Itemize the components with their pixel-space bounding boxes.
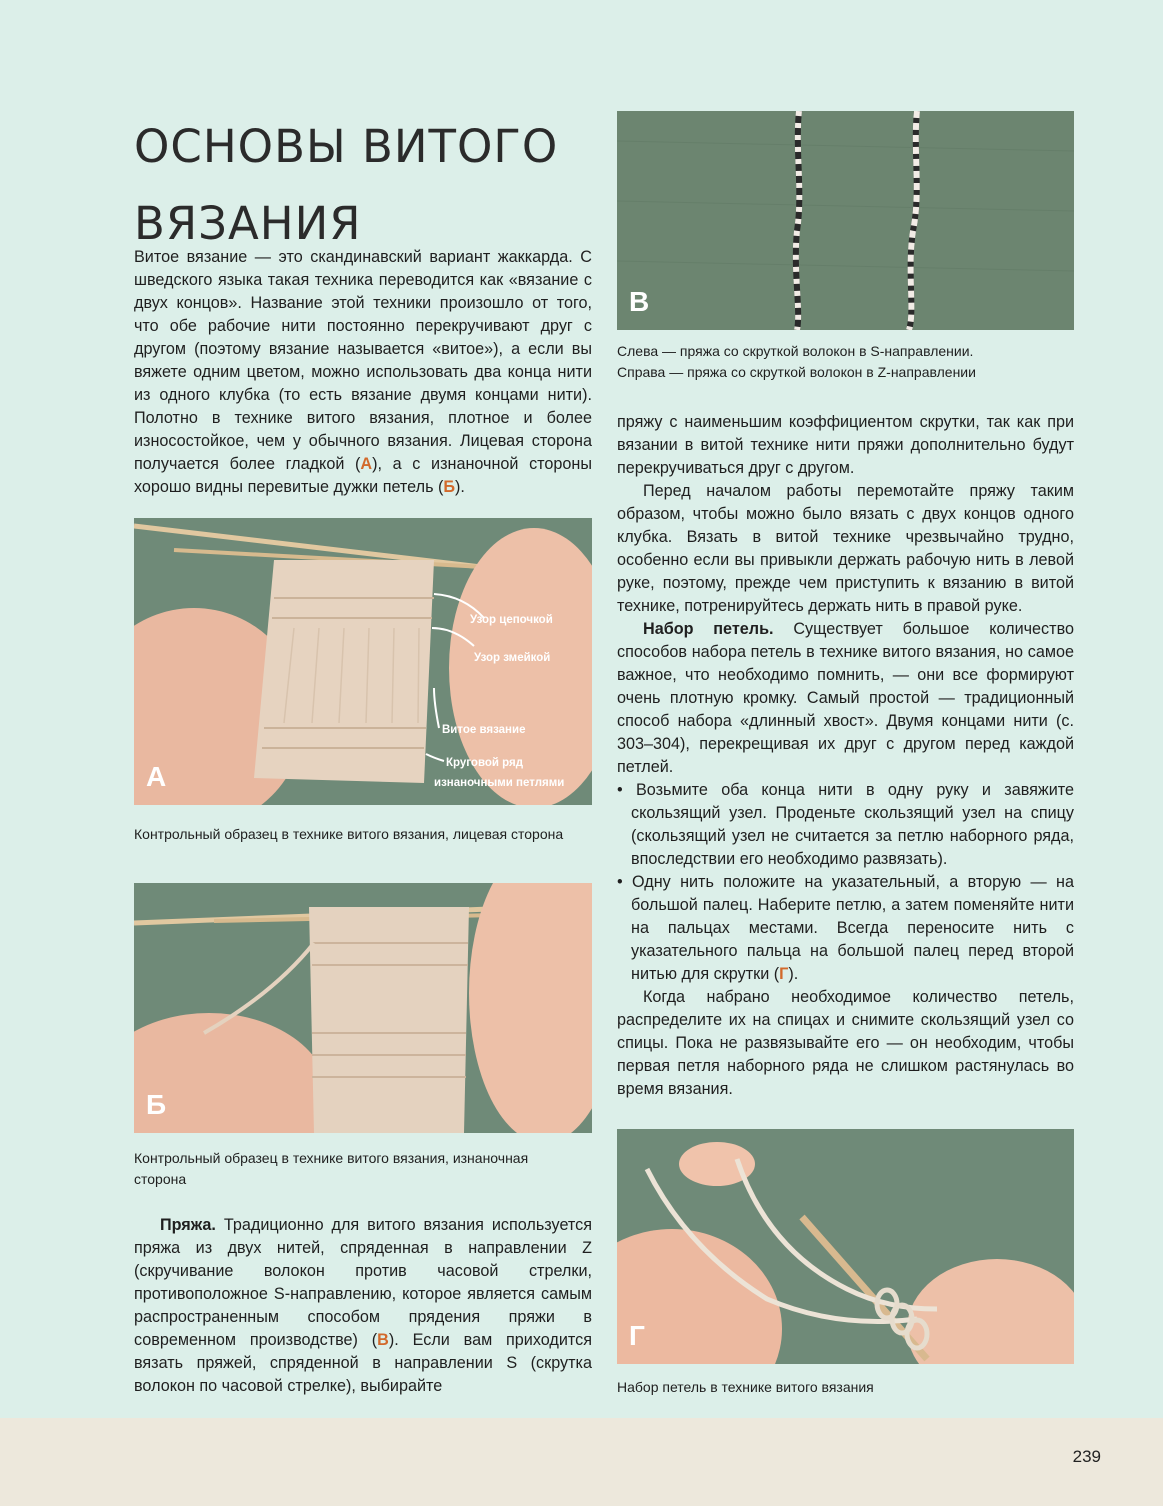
right-paragraph-last: Когда набрано необходимое количество петель, распределите их на спицах и снимите скользящий узел со спицы. Пока не развязывайте его — он необходим, чтобы первая петля наборного ряда не слишком растянулась во время вязания. [617, 988, 1074, 1098]
photo-b-letter: Б [146, 1089, 167, 1120]
ref-g: Г [779, 965, 789, 983]
photo-v-caption-line-2: Справа — пряжа со скруткой волокон в Z-направлении [617, 364, 976, 380]
page-number: 239 [1072, 1447, 1101, 1466]
page-title [134, 108, 574, 262]
right-column-text [617, 411, 1074, 1101]
label-purl-stitches: изнаночными петлями [434, 777, 565, 789]
cast-on-paragraph: Набор петель. Существует большое количество способов набора петель в технике витого вязания, но самое важное, что необходимо помнить, — они все формируют очень плотную кромку. Самый простой — традиционный способ набора «длинный хвост». Двумя концами нити (с. 303–304), перекрещивая их друг с другом перед каждой петлей. [617, 620, 1074, 776]
photo-b-caption: Контрольный образец в технике витого вязания, изнаночная сторона [134, 1150, 529, 1187]
ref-b: Б [443, 478, 456, 496]
title-line-2: ВЯЗАНИЯ [134, 197, 362, 250]
yarn-paragraph: Пряжа. Традиционно для витого вязания используется пряжа из двух нитей, спряденная в направлении Z (скручивание волокон против часовой стрелки, противоположное S-направлению, которое является самым распространенным способом прядения пряжи в современном производстве) (В). Если вам приходится вязать пряжей, спряденной в направлении S (скрутка волокон по часовой стрелке), выбирайте [134, 1216, 592, 1395]
photo-g-letter: Г [629, 1320, 645, 1351]
intro-paragraph: Витое вязание — это скандинавский вариант жаккарда. С шведского языка такая техника переводится как «вязание с двух концов». Название этой техники произошло от того, что обе рабочие нити постоянно перекручивают друг с другом (поэтому вязание называется «витое»), а если вы вяжете одним цветом, можно использовать два конца нити из одного клубка (то есть вязание двумя концами нити). Полотно в технике витого вязания, плотное и более износостойкое, чем у обычного вязания. Лицевая сторона получается более гладкой (А), а с изнаночной стороны хорошо видны перевитые дужки петель (Б). [134, 248, 593, 496]
label-chain-pattern: Узор цепочкой [470, 614, 553, 626]
photo-g-caption: Набор петель в технике витого вязания [617, 1379, 874, 1395]
photo-v-caption [617, 341, 1074, 383]
photo-a [134, 518, 592, 805]
photo-g-illustration [617, 1129, 1074, 1364]
title-line-1: ОСНОВЫ ВИТОГО [134, 120, 559, 173]
ref-v: В [377, 1331, 389, 1349]
photo-b [134, 883, 592, 1133]
photo-v-letter: В [629, 286, 650, 317]
label-snake-pattern: Узор змейкой [474, 652, 551, 664]
footer-band [0, 1418, 1163, 1506]
bullet-item-1: • Возьмите оба конца нити в одну руку и завяжите скользящий узел. Проденьте скользящий узел на спицу (скользящий узел не считается за петлю наборного ряда, впоследствии его необходимо развязать). [617, 781, 1075, 868]
label-round-row: Круговой ряд [446, 757, 524, 769]
yarn-heading: Пряжа. [160, 1216, 216, 1234]
ref-a: А [360, 455, 373, 473]
photo-v-caption-line-1: Слева — пряжа со скруткой волокон в S-направлении. [617, 343, 974, 359]
photo-v-illustration [617, 111, 1074, 330]
photo-b-illustration [134, 883, 592, 1133]
right-paragraph-2: Перед началом работы перемотайте пряжу таким образом, чтобы можно было вязать с двух концов одного клубка. Вязать в витой технике чрезвычайно трудно, особенно если вы привыкли держать рабочую нить в левой руке, поэтому, прежде чем приступить к вязанию в витой технике, потренируйтесь держать нить в правой руке. [617, 482, 1074, 615]
bullet-item-2: • Одну нить положите на указательный, а вторую — на большой палец. Наберите петлю, а затем поменяйте нити на пальцах местами. Всегда переносите нить с указательного пальца на большой палец перед второй нитью для скрутки (Г). [617, 873, 1074, 983]
photo-g [617, 1129, 1074, 1364]
right-paragraph-1: пряжу с наименьшим коэффициентом скрутки, так как при вязании в витой технике нити пряжи дополнительно будут перекручиваться друг с другом. [617, 413, 1074, 477]
photo-a-letter: А [146, 761, 167, 792]
cast-on-heading: Набор петель. [643, 620, 774, 638]
label-twined-knitting: Витое вязание [442, 724, 526, 736]
photo-v [617, 111, 1074, 330]
photo-a-caption: Контрольный образец в технике витого вязания, лицевая сторона [134, 826, 564, 842]
